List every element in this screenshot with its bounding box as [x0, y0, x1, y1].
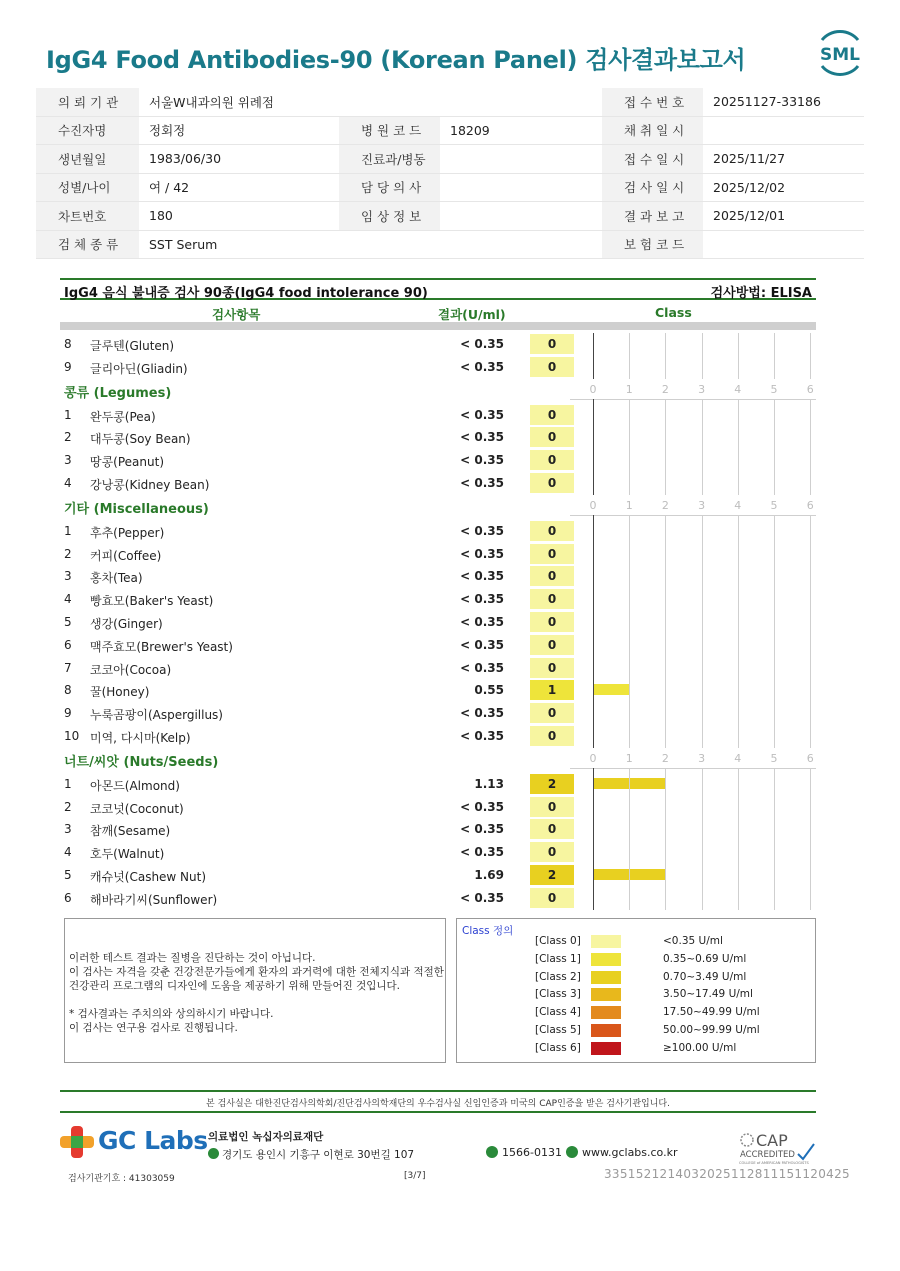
result-row	[60, 588, 816, 610]
class-swatch	[591, 953, 621, 966]
item-class: 0	[530, 703, 574, 723]
grid-line	[738, 515, 739, 748]
item-number: 10	[64, 729, 80, 743]
class-definition-row	[457, 1040, 815, 1058]
item-class: 0	[530, 544, 574, 564]
info-label: 성별/나이	[36, 174, 139, 202]
item-class: 0	[530, 819, 574, 839]
result-row	[60, 841, 816, 863]
result-row	[60, 449, 816, 471]
result-row	[60, 679, 816, 701]
grid-line	[774, 333, 775, 379]
info-value: SST Serum	[149, 236, 218, 252]
item-name: 해바라기씨(Sunflower)	[90, 892, 218, 907]
footer-line-top	[60, 1090, 816, 1092]
item-name: 누룩곰팡이(Aspergillus)	[90, 708, 223, 723]
item-result: < 0.35	[460, 706, 504, 721]
sml-logo-icon	[812, 28, 868, 78]
item-name: 미역, 다시마(Kelp)	[90, 731, 191, 745]
grid-line	[665, 515, 666, 748]
info-label: 차트번호	[36, 202, 139, 230]
institution-number: 검사기관기호 : 41303059	[68, 1174, 175, 1184]
item-name: 맥주효모(Brewer's Yeast)	[90, 639, 233, 654]
svg-text:SML: SML	[820, 45, 860, 65]
class-swatch	[591, 935, 621, 948]
class-definition-box	[456, 918, 816, 1063]
notes-box	[64, 918, 446, 1063]
scale-label: 2	[661, 498, 669, 512]
section-title: 콩류 (Legumes)	[64, 385, 172, 401]
result-row	[60, 725, 816, 747]
item-class: 0	[530, 589, 574, 609]
certification-text: 본 검사실은 대한진단검사의학회/진단검사의학재단의 우수검사실 신임인증과 미국의 CAP인증을 받은 검사기관입니다.	[206, 1099, 670, 1109]
item-number: 4	[64, 592, 72, 607]
test-method: 검사방법: ELISA	[710, 286, 812, 301]
grid-line	[702, 333, 703, 379]
item-result: < 0.35	[460, 407, 504, 422]
info-row	[36, 88, 864, 117]
result-row	[60, 657, 816, 679]
class-bar	[593, 684, 629, 695]
item-result: < 0.35	[460, 523, 504, 538]
item-class: 2	[530, 865, 574, 885]
item-class: 0	[530, 405, 574, 425]
info-value	[440, 202, 602, 230]
col-result-header: 결과(U/ml)	[438, 307, 506, 322]
scale-label: 4	[734, 382, 742, 396]
item-name: 홍차(Tea)	[90, 571, 143, 586]
item-name: 호두(Walnut)	[90, 847, 165, 862]
item-number: 1	[64, 776, 72, 791]
note-line: 건강관리 프로그램의 디자인에 도움을 제공하기 위해 만들어진 것입니다.	[69, 980, 400, 992]
grid-line	[665, 768, 666, 910]
result-row	[60, 773, 816, 795]
info-value: 정회정	[149, 123, 186, 139]
grid-line	[738, 399, 739, 495]
scale-label: 3	[698, 382, 706, 396]
item-number: 8	[64, 337, 72, 351]
info-label: 생년월일	[36, 145, 139, 173]
item-result: < 0.35	[460, 592, 504, 607]
item-class: 0	[530, 635, 574, 655]
item-number: 5	[64, 868, 72, 882]
result-row	[60, 634, 816, 656]
scale-label: 5	[770, 751, 778, 765]
gc-labs-brand: GC Labs	[98, 1126, 208, 1155]
svg-text:ACCREDITED: ACCREDITED	[740, 1150, 795, 1160]
info-label: 채 취 일 시	[602, 117, 703, 145]
scale-label: 6	[806, 382, 814, 396]
result-row	[60, 796, 816, 818]
item-result: < 0.35	[460, 430, 504, 445]
result-row	[60, 356, 816, 378]
note-line	[69, 993, 444, 1007]
item-name: 대두콩(Soy Bean)	[90, 432, 191, 447]
result-row	[60, 333, 816, 355]
info-label: 결 과 보 고	[602, 202, 703, 230]
info-value: 180	[149, 208, 173, 224]
info-value: 서울W내과의원 위례점	[149, 94, 275, 110]
item-number: 3	[64, 822, 72, 837]
item-number: 9	[64, 359, 72, 374]
cap-accredited-logo-icon	[738, 1130, 818, 1166]
location-pin-icon	[208, 1148, 219, 1159]
grid-line	[774, 515, 775, 748]
item-number: 4	[64, 476, 72, 490]
item-name: 완두콩(Pea)	[90, 409, 156, 424]
item-result: < 0.35	[460, 637, 504, 652]
svg-text:COLLEGE of AMERICAN PATHOLOGIS: COLLEGE of AMERICAN PATHOLOGISTS	[739, 1161, 809, 1165]
item-number: 2	[64, 546, 72, 561]
section-separator	[570, 515, 816, 516]
item-result: < 0.35	[460, 822, 504, 837]
item-name: 참깨(Sesame)	[90, 824, 171, 839]
item-number: 2	[64, 430, 72, 445]
item-class: 0	[530, 842, 574, 862]
class-definition-row	[457, 969, 815, 987]
class-range: ≥100.00 U/ml	[663, 1041, 737, 1054]
class-swatch	[591, 1042, 621, 1055]
grid-line	[665, 399, 666, 495]
item-name: 캐슈넛(Cashew Nut)	[90, 870, 207, 884]
item-result: < 0.35	[460, 453, 504, 468]
org-address	[208, 1147, 414, 1162]
item-class: 0	[530, 658, 574, 678]
footer-line-bottom	[60, 1111, 816, 1113]
page-number: [3/7]	[404, 1171, 426, 1181]
item-result: < 0.35	[460, 569, 504, 584]
item-result: < 0.35	[460, 799, 504, 814]
result-row	[60, 702, 816, 724]
section-separator	[570, 768, 816, 769]
class-range: 50.00~99.99 U/ml	[663, 1024, 760, 1036]
grid-line	[665, 333, 666, 379]
scale-label: 3	[698, 498, 706, 512]
item-result: < 0.35	[460, 845, 504, 860]
class-definition-row	[457, 986, 815, 1004]
info-row	[36, 117, 864, 146]
info-label: 보 험 코 드	[602, 231, 703, 259]
info-label: 접 수 번 호	[602, 88, 703, 116]
grid-line	[629, 515, 630, 748]
grid-line	[593, 399, 594, 495]
scale-label: 0	[589, 751, 597, 765]
item-name: 아몬드(Almond)	[90, 778, 180, 793]
results-title: IgG4 음식 불내증 검사 90종(IgG4 food intolerance 90)	[64, 286, 428, 301]
item-result: 1.13	[474, 776, 504, 791]
section-title: 너트/씨앗 (Nuts/Seeds)	[64, 754, 219, 770]
info-label: 검 사 일 시	[602, 174, 703, 202]
item-number: 7	[64, 660, 72, 675]
scale-label: 2	[661, 382, 669, 396]
scale-label: 1	[625, 382, 633, 396]
item-class: 0	[530, 521, 574, 541]
info-value	[703, 231, 864, 259]
grid-line	[810, 515, 811, 748]
class-label: [Class 1]	[535, 952, 581, 965]
class-definition-row	[457, 951, 815, 969]
info-row	[36, 145, 864, 174]
item-result: 1.69	[474, 868, 504, 882]
patient-info-table	[36, 88, 864, 259]
note-line: 이 검사는 자격을 갖춘 건강전문가들에게 환자의 과거력에 대한 전체지식과 적절한	[69, 966, 444, 978]
item-name: 강낭콩(Kidney Bean)	[90, 478, 210, 492]
section-separator	[570, 399, 816, 400]
item-name: 커피(Coffee)	[90, 548, 162, 563]
grid-line	[774, 399, 775, 495]
class-label: [Class 2]	[535, 970, 581, 983]
info-label: 접 수 일 시	[602, 145, 703, 173]
info-value: 20251127-33186	[713, 94, 821, 110]
grid-line	[629, 333, 630, 379]
info-value	[703, 117, 864, 145]
grid-line	[593, 333, 594, 379]
item-number: 8	[64, 683, 72, 698]
note-line: 이 검사는 연구용 검사로 진행됩니다.	[69, 1022, 238, 1034]
grid-line	[810, 768, 811, 910]
class-range: 0.35~0.69 U/ml	[663, 952, 747, 965]
grid-line	[810, 399, 811, 495]
item-class: 1	[530, 680, 574, 700]
grid-line	[810, 333, 811, 379]
item-number: 3	[64, 453, 72, 468]
result-row	[60, 520, 816, 542]
grid-line	[738, 333, 739, 379]
result-row	[60, 611, 816, 633]
class-definition-row	[457, 1004, 815, 1022]
item-class: 0	[530, 612, 574, 632]
scale-label: 5	[770, 382, 778, 396]
item-name: 땅콩(Peanut)	[90, 455, 165, 470]
class-label: [Class 0]	[535, 935, 581, 947]
class-range: 0.70~3.49 U/ml	[663, 970, 747, 983]
class-range: 3.50~17.49 U/ml	[663, 988, 753, 1001]
item-result: < 0.35	[460, 337, 504, 351]
result-row	[60, 404, 816, 426]
result-row	[60, 887, 816, 909]
info-label: 병 원 코 드	[339, 117, 440, 145]
item-number: 6	[64, 637, 72, 652]
phone-text: 1566-0131	[502, 1146, 562, 1159]
info-value: 2025/12/02	[713, 179, 786, 195]
info-label: 임 상 정 보	[339, 202, 440, 230]
results-header	[60, 278, 816, 300]
item-class: 0	[530, 450, 574, 470]
grid-line	[702, 399, 703, 495]
scale-label: 1	[625, 498, 633, 512]
scale-label: 6	[806, 498, 814, 512]
item-name: 코코아(Cocoa)	[90, 662, 172, 677]
result-row	[60, 818, 816, 840]
item-number: 3	[64, 569, 72, 584]
item-class: 0	[530, 334, 574, 354]
notes-text	[69, 951, 444, 1035]
result-row	[60, 426, 816, 448]
scale-label: 1	[625, 751, 633, 765]
item-name: 글루텐(Gluten)	[90, 339, 175, 353]
note-line: * 검사결과는 주치의와 상의하시기 바랍니다.	[69, 1008, 274, 1020]
item-number: 9	[64, 706, 72, 721]
svg-text:CAP: CAP	[756, 1131, 788, 1150]
class-label: [Class 3]	[535, 988, 581, 1001]
scale-label: 0	[589, 498, 597, 512]
item-class: 0	[530, 473, 574, 493]
item-result: < 0.35	[460, 890, 504, 905]
item-result: 0.55	[474, 683, 504, 698]
info-value: 2025/11/27	[713, 151, 786, 167]
home-icon	[566, 1146, 578, 1158]
info-row	[36, 202, 864, 231]
info-value: 1983/06/30	[149, 151, 222, 167]
item-class: 0	[530, 566, 574, 586]
item-number: 5	[64, 615, 72, 629]
class-label: [Class 6]	[535, 1041, 581, 1054]
item-class: 0	[530, 888, 574, 908]
phone-icon	[486, 1146, 498, 1158]
address-text: 경기도 용인시 기흥구 이현로 30번길 107	[222, 1149, 415, 1161]
class-range: 17.50~49.99 U/ml	[663, 1006, 760, 1019]
col-class-header: Class	[655, 305, 692, 320]
result-row	[60, 543, 816, 565]
class-definition-row	[457, 933, 815, 951]
website-text: www.gclabs.co.kr	[582, 1146, 678, 1159]
item-class: 0	[530, 726, 574, 746]
info-value: 여 / 42	[149, 180, 190, 196]
info-label: 담 당 의 사	[339, 174, 440, 202]
scale-label: 5	[770, 498, 778, 512]
info-value: 2025/12/01	[713, 208, 786, 224]
class-definition-row	[457, 1022, 815, 1040]
grid-line	[629, 768, 630, 910]
grid-line	[593, 768, 594, 910]
grid-line	[629, 399, 630, 495]
info-label: 검 체 종 류	[36, 231, 139, 259]
item-result: < 0.35	[460, 359, 504, 374]
item-result: < 0.35	[460, 546, 504, 561]
item-result: < 0.35	[460, 660, 504, 675]
class-definition-title: Class 정의	[462, 925, 514, 937]
item-class: 2	[530, 774, 574, 794]
grid-line	[774, 768, 775, 910]
item-name: 코코넛(Coconut)	[90, 801, 184, 816]
scale-label: 4	[734, 498, 742, 512]
scale-label: 4	[734, 751, 742, 765]
barcode-number: 3351521214032025112811151120425	[604, 1167, 850, 1181]
class-range: <0.35 U/ml	[663, 935, 723, 947]
class-swatch	[591, 1024, 621, 1037]
section-title: 기타 (Miscellaneous)	[64, 501, 209, 517]
scale-label: 0	[589, 382, 597, 396]
info-row	[36, 231, 864, 260]
item-class: 0	[530, 797, 574, 817]
grid-line	[702, 768, 703, 910]
col-item-header: 검사항목	[212, 307, 261, 322]
scale-label: 3	[698, 751, 706, 765]
item-name: 생강(Ginger)	[90, 617, 163, 631]
class-label: [Class 4]	[535, 1006, 581, 1019]
item-result: < 0.35	[460, 729, 504, 743]
item-number: 1	[64, 523, 72, 538]
result-row	[60, 472, 816, 494]
item-number: 6	[64, 890, 72, 905]
item-class: 0	[530, 357, 574, 377]
item-result: < 0.35	[460, 615, 504, 629]
result-row	[60, 565, 816, 587]
item-name: 후추(Pepper)	[90, 525, 165, 540]
item-number: 1	[64, 407, 72, 422]
info-value	[440, 145, 602, 173]
org-name: 의료법인 녹십자의료재단	[208, 1131, 324, 1143]
result-row	[60, 864, 816, 886]
info-value: 18209	[450, 122, 490, 138]
grid-line	[738, 768, 739, 910]
item-number: 4	[64, 845, 72, 860]
item-class: 0	[530, 427, 574, 447]
info-label: 수진자명	[36, 117, 139, 145]
scale-label: 2	[661, 751, 669, 765]
class-swatch	[591, 971, 621, 984]
info-label: 의 뢰 기 관	[36, 88, 139, 116]
info-value	[440, 174, 602, 202]
item-number: 2	[64, 799, 72, 814]
class-swatch	[591, 988, 621, 1001]
item-result: < 0.35	[460, 476, 504, 490]
gc-labs-cross-icon	[58, 1124, 98, 1160]
phone	[486, 1146, 562, 1159]
info-row	[36, 174, 864, 203]
grid-line	[702, 515, 703, 748]
class-label: [Class 5]	[535, 1024, 581, 1036]
item-name: 글리아딘(Gliadin)	[90, 361, 188, 376]
grid-line	[593, 515, 594, 748]
note-line: 이러한 테스트 결과는 질병을 진단하는 것이 아닙니다.	[69, 952, 316, 964]
website	[566, 1146, 678, 1159]
item-name: 꿀(Honey)	[90, 685, 150, 700]
header-divider	[60, 322, 816, 330]
class-swatch	[591, 1006, 621, 1019]
info-label: 진료과/병동	[339, 145, 440, 173]
scale-label: 6	[806, 751, 814, 765]
report-title: IgG4 Food Antibodies-90 (Korean Panel) 검사결과보고서	[46, 46, 746, 74]
item-name: 빵효모(Baker's Yeast)	[90, 594, 214, 609]
